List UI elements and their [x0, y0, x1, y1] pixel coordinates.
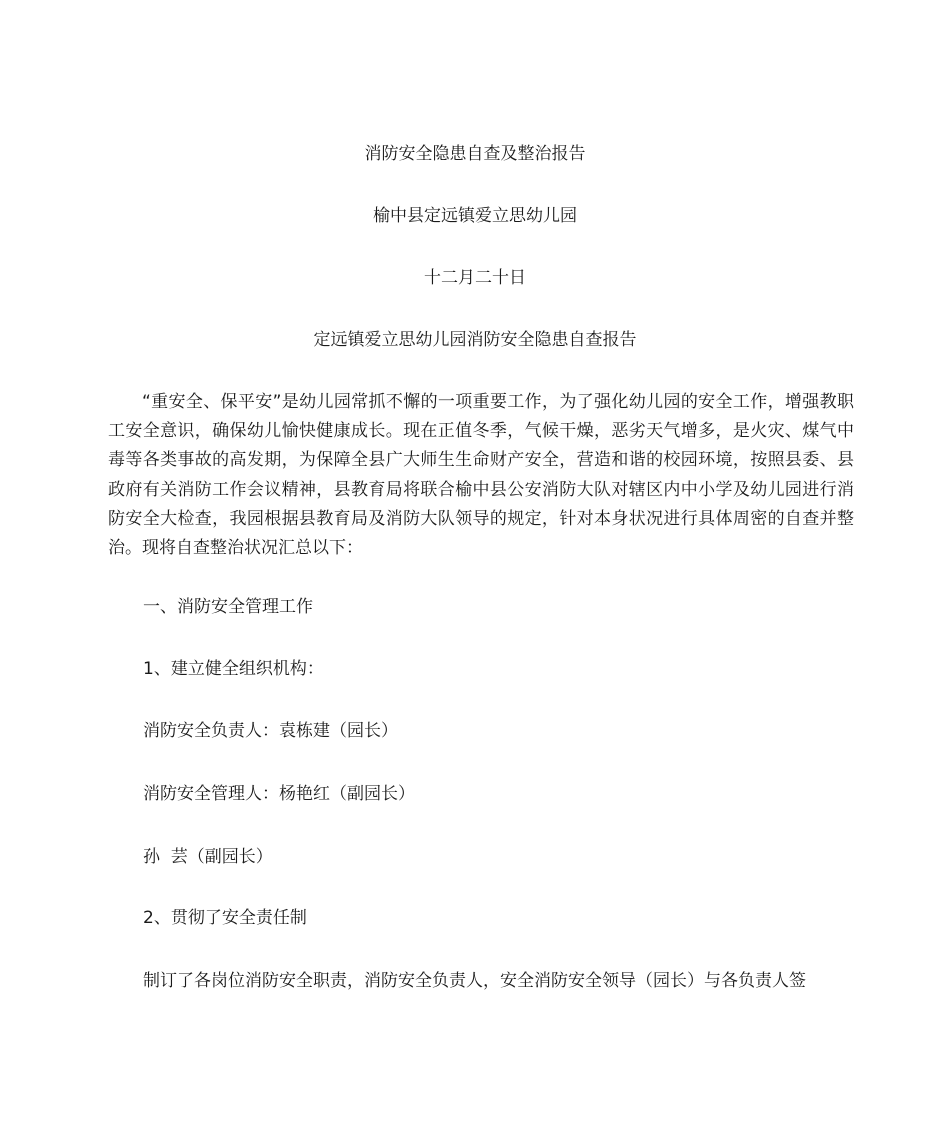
organization-name: 榆中县定远镇爱立思幼儿园 [373, 206, 577, 226]
section-heading-fire-management: 一、消防安全管理工作 [143, 597, 313, 617]
document-title: 消防安全隐患自查及整治报告 [364, 144, 586, 164]
intro-paragraph: “重安全、保平安”是幼儿园常抓不懈的一项重要工作，为了强化幼儿园的安全工作，增强教职工安全意识，确保幼儿愉快健康成长。现在正值冬季，气候干燥，恶劣天气增多，是火灾、煤气中毒等各类事故的高发期，为保障全县广大师生生命财产安全，营造和谐的校园环境，按照县委、县政府有关消防工作会议精神，县教育局将联合榆中县公安消防大队对辖区内中小学及幼儿园进行消防安全大检查，我园根据县教育局及消防大队领导的规定，针对本身状况进行具体周密的自查并整治。现将自查整治状况汇总以下： [108, 392, 854, 559]
fire-safety-manager: 消防安全管理人：杨艳红（副园长） [143, 784, 415, 804]
responsibility-paragraph: 制订了各岗位消防安全职责，消防安全负责人，安全消防安全领导（园长）与各负责人签 [143, 971, 806, 991]
item-organization-setup: 1、建立健全组织机构： [143, 659, 324, 679]
fire-safety-manager-second: 孙 芸（副园长） [143, 847, 273, 867]
item-responsibility-system: 2、贯彻了安全责任制 [143, 908, 307, 928]
report-subtitle: 定远镇爱立思幼儿园消防安全隐患自查报告 [313, 330, 637, 350]
fire-safety-responsible-person: 消防安全负责人：袁栋建（园长） [143, 721, 398, 741]
document-date: 十二月二十日 [424, 268, 526, 288]
